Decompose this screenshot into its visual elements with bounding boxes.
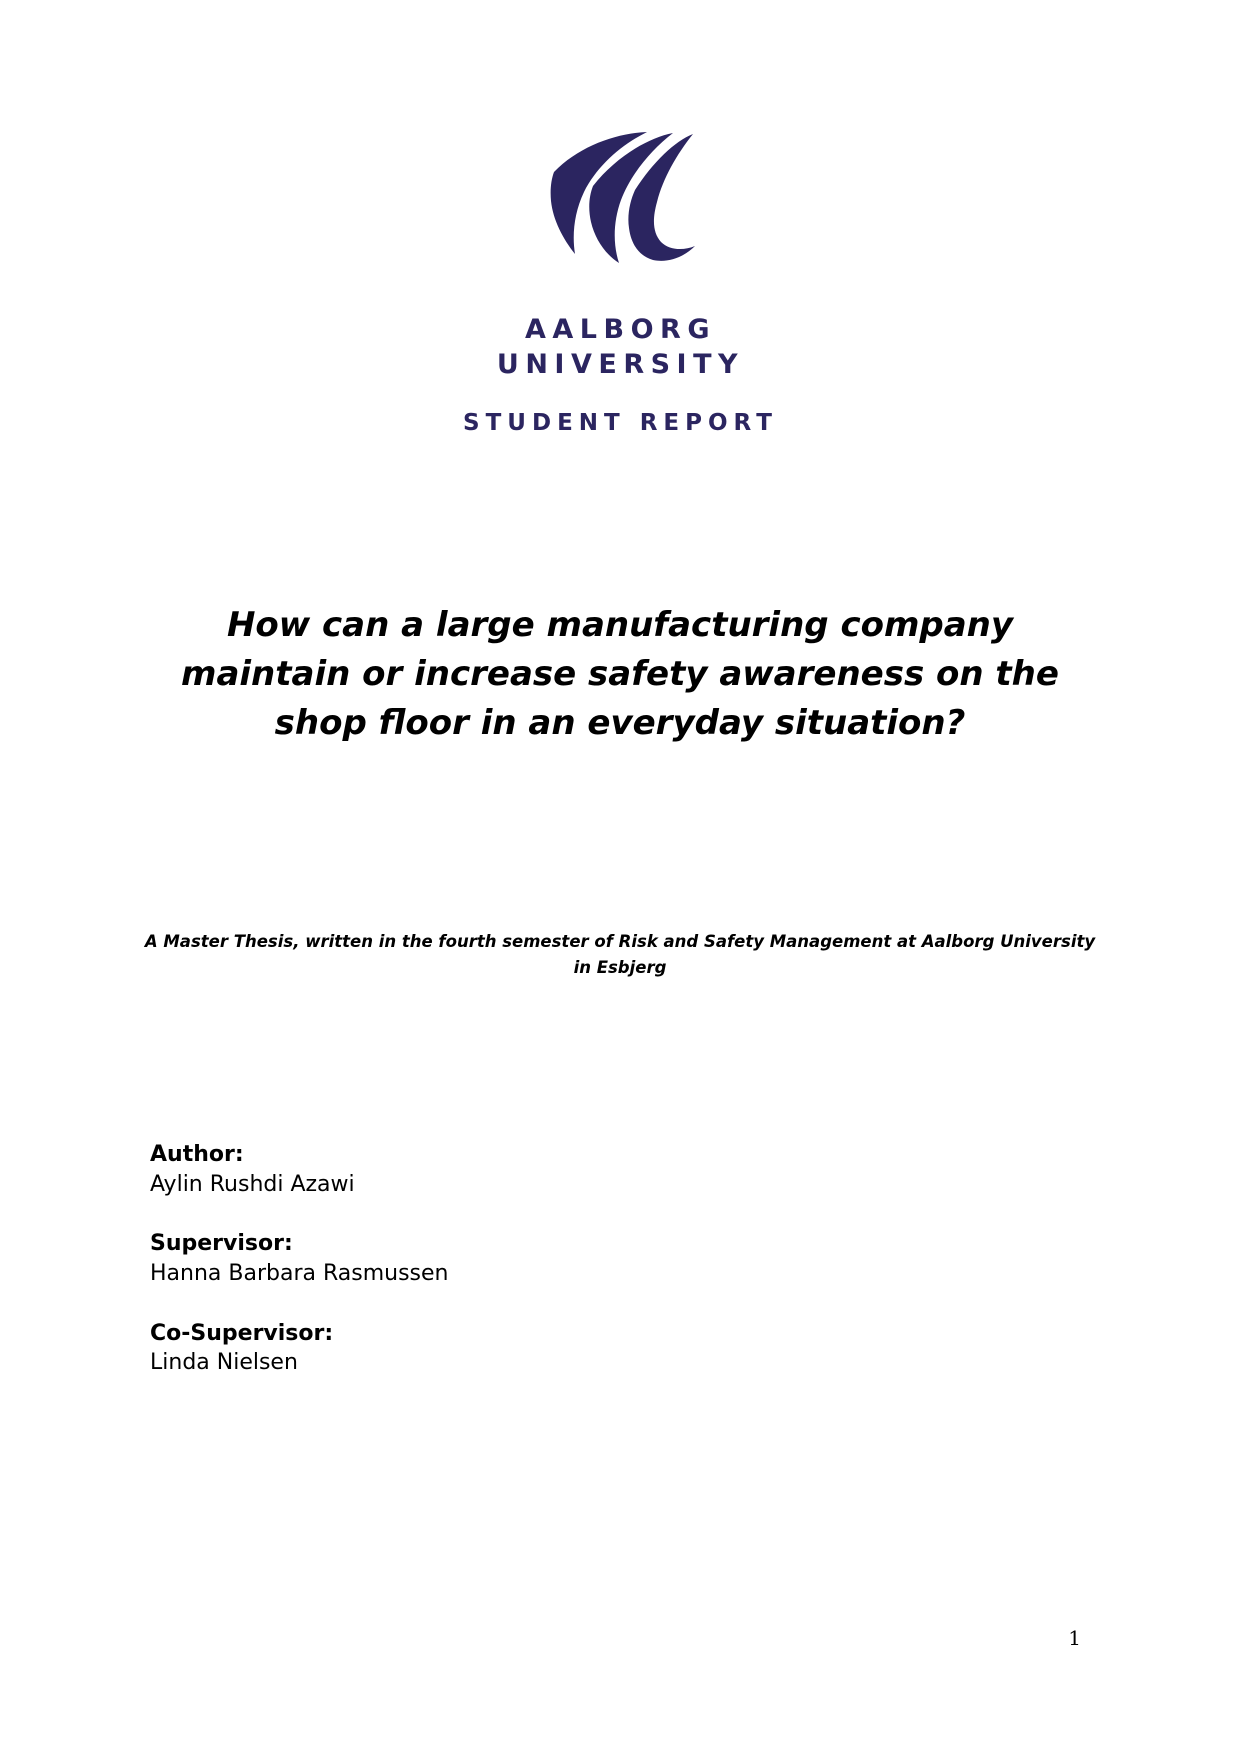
credits-block (150, 1140, 850, 1378)
credit-group-co-supervisor (150, 1319, 850, 1378)
page-number: 1 (1068, 1626, 1081, 1650)
wordmark-line-university: UNIVERSITY (496, 348, 745, 380)
wordmark-line-aalborg: AALBORG (525, 314, 716, 345)
university-wordmark (497, 313, 744, 382)
thesis-description: A Master Thesis, written in the fourth semester of Risk and Safety Management at Aalborg University in Esbjerg (144, 931, 1096, 978)
credit-group-author (150, 1140, 850, 1199)
student-report-label: STUDENT REPORT (463, 410, 778, 437)
credit-group-supervisor (150, 1229, 850, 1288)
supervisor-name: Hanna Barbara Rasmussen (150, 1261, 449, 1287)
page-title: How can a large manufacturing company maintain or increase safety awareness on the shop floor in an everyday situation? (181, 604, 1059, 744)
aalborg-university-swoosh-logo-icon (543, 132, 698, 267)
supervisor-role-label: Supervisor: (150, 1231, 293, 1257)
university-branding (0, 132, 1241, 436)
author-name: Aylin Rushdi Azawi (150, 1171, 355, 1197)
author-role-label: Author: (150, 1142, 244, 1167)
co-supervisor-name: Linda Nielsen (150, 1350, 298, 1376)
co-supervisor-role-label: Co-Supervisor: (150, 1320, 334, 1346)
